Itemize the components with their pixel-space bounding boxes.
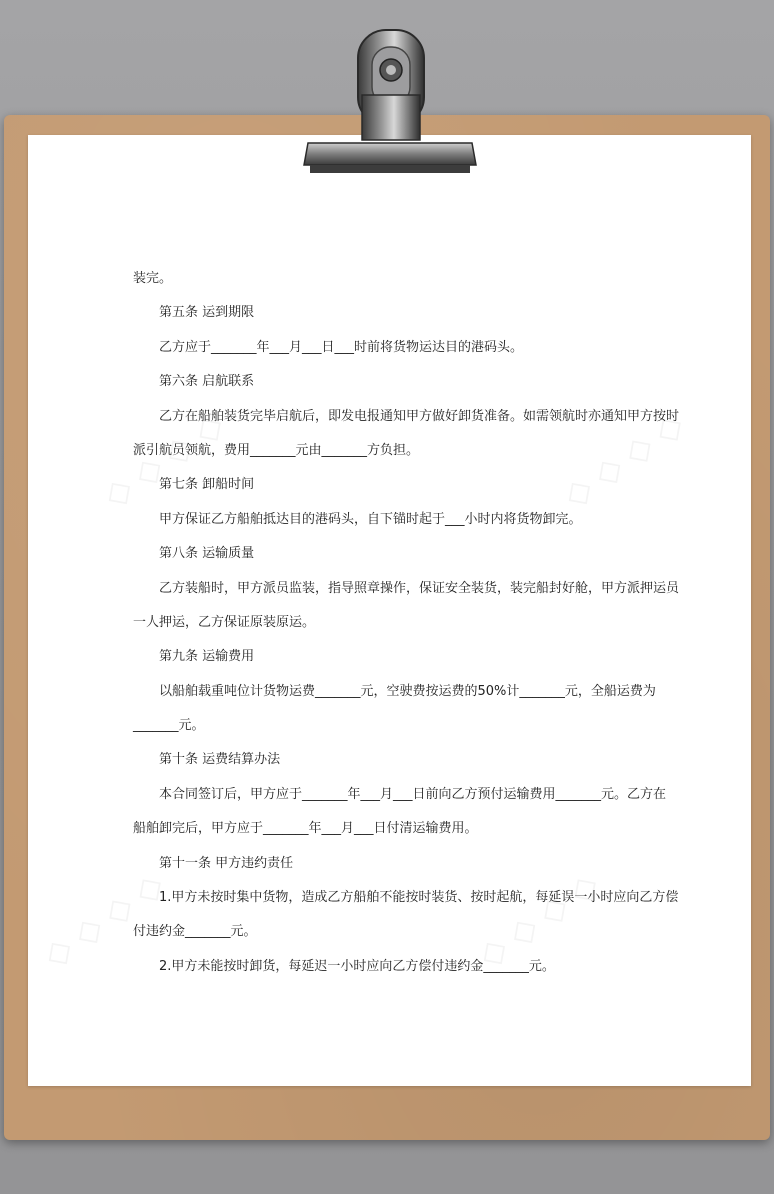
section-heading: 第五条 运到期限 — [159, 305, 255, 321]
text-line: 装完。 — [133, 271, 173, 286]
text-line: 甲方保证乙方船舶抵达目的港码头，自下锚时起于___小时内将货物卸完。 — [159, 511, 582, 527]
binder-clip-icon — [300, 25, 480, 180]
text-line: 派引航员领航，费用_______元由_______方负担。 — [133, 442, 420, 458]
text-line: _______元。 — [133, 718, 205, 734]
text-line: 船舶卸完后，甲方应于_______年___月___日付清运输费用。 — [133, 821, 478, 837]
text-line: 付违约金_______元。 — [133, 924, 257, 940]
text-line: 一人押运，乙方保证原装原运。 — [133, 614, 316, 630]
section-heading: 第六条 启航联系 — [159, 374, 255, 390]
text-line: 乙方装船时，甲方派员监装，指导照章操作，保证安全装货，装完船封好舱，甲方派押运员 — [159, 580, 680, 596]
section-heading: 第七条 卸船时间 — [159, 477, 255, 493]
text-line: 1.甲方未按时集中货物，造成乙方船舶不能按时装货、按时起航，每延误一小时应向乙方偿 — [159, 890, 679, 906]
text-line: 2.甲方未能按时卸货，每延迟一小时应向乙方偿付违约金_______元。 — [159, 958, 555, 974]
document-body — [133, 262, 680, 984]
section-heading: 第八条 运输质量 — [159, 546, 255, 562]
text-line: 乙方应于_______年___月___日___时前将货物运达目的港码头。 — [159, 339, 524, 355]
text-line: 以船舶载重吨位计货物运费_______元，空驶费按运费的50%计_______元，全船运费为 — [159, 683, 656, 699]
section-heading: 第十一条 甲方违约责任 — [159, 855, 294, 871]
text-line: 本合同签订后，甲方应于_______年___月___日前向乙方预付运输费用_______元。乙方在 — [159, 786, 667, 802]
section-heading: 第九条 运输费用 — [159, 649, 255, 665]
text-line: 乙方在船舶装货完毕启航后，即发电报通知甲方做好卸货准备。如需领航时亦通知甲方按时 — [159, 408, 680, 424]
section-heading: 第十条 运费结算办法 — [159, 752, 281, 768]
